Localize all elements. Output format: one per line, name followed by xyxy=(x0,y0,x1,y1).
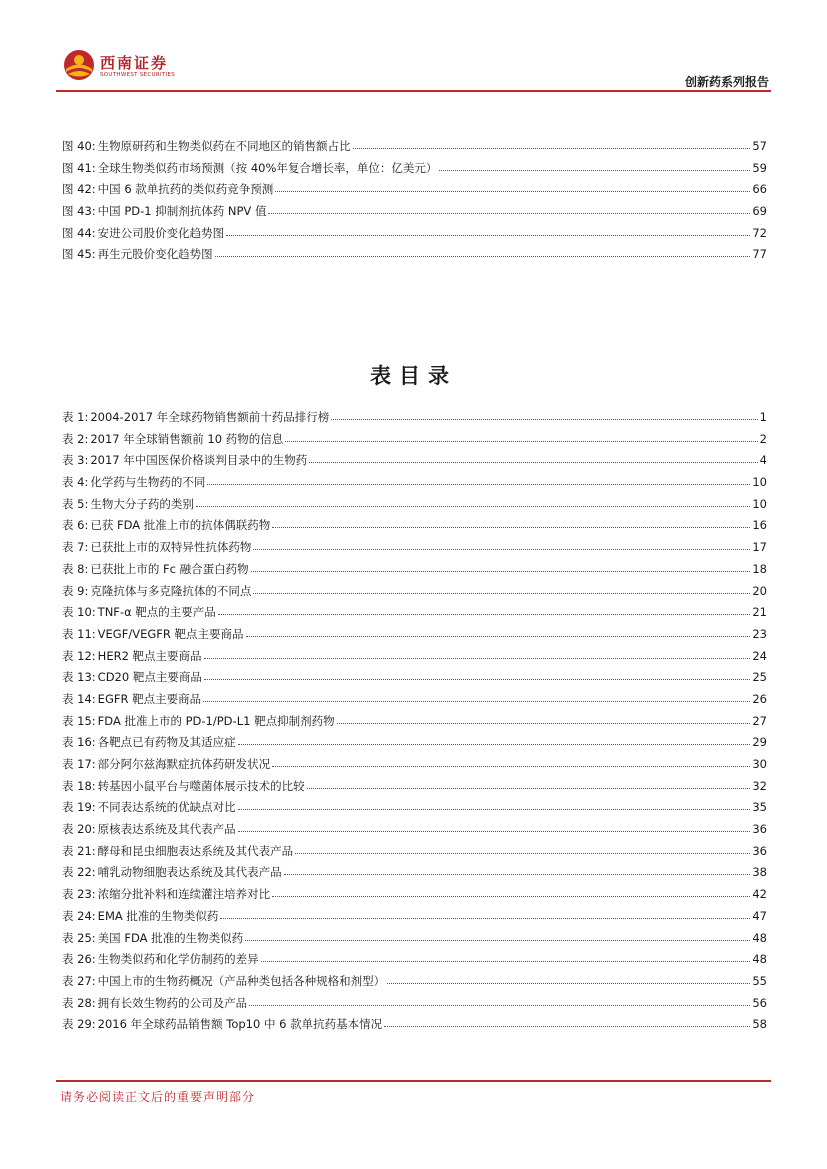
entry-label: 图 42: xyxy=(62,182,96,197)
logo-english-name: SOUTHWEST SECURITIES xyxy=(100,72,176,78)
table-entry[interactable] xyxy=(62,949,767,971)
entry-label: 图 45: xyxy=(62,247,96,262)
dot-leader xyxy=(331,418,757,420)
entry-title: FDA 批准上市的 PD-1/PD-L1 靶点抑制剂药物 xyxy=(97,713,335,728)
entry-label: 表 29: xyxy=(62,1017,96,1032)
table-entry[interactable] xyxy=(62,928,767,950)
entry-title: 中国 PD-1 抑制剂抗体药 NPV 值 xyxy=(97,204,267,219)
entry-title: 中国上市的生物药概况（产品种类包括各种规格和剂型） xyxy=(97,973,386,988)
dot-leader xyxy=(353,147,751,149)
entry-title: TNF-α 靶点的主要产品 xyxy=(97,605,216,620)
entry-page-number: 26 xyxy=(752,691,767,706)
entry-title: 化学药与生物药的不同 xyxy=(90,475,206,490)
entry-title: 哺乳动物细胞表达系统及其代表产品 xyxy=(97,865,282,880)
dot-leader xyxy=(251,570,751,572)
dot-leader xyxy=(272,765,750,767)
entry-page-number: 30 xyxy=(752,757,767,771)
dot-leader xyxy=(384,1025,750,1027)
entry-page-number: 48 xyxy=(752,930,767,945)
entry-page-number: 29 xyxy=(752,735,767,750)
entry-title: 酵母和昆虫细胞表达系统及其代表产品 xyxy=(97,843,294,858)
entry-label: 表 22: xyxy=(62,865,96,880)
figure-entry[interactable] xyxy=(62,136,767,158)
dot-leader xyxy=(272,526,750,528)
dot-leader xyxy=(215,255,751,257)
dot-leader xyxy=(238,830,751,832)
dot-leader xyxy=(253,592,750,594)
entry-page-number: 25 xyxy=(752,670,767,685)
entry-page-number: 36 xyxy=(752,843,767,858)
page-header xyxy=(56,46,771,92)
table-entry[interactable] xyxy=(62,754,767,776)
entry-page-number: 47 xyxy=(752,908,767,923)
entry-page-number: 56 xyxy=(752,995,767,1010)
dot-leader xyxy=(387,982,750,984)
entry-title: 不同表达系统的优缺点对比 xyxy=(97,800,236,815)
entry-page-number: 2 xyxy=(759,431,767,446)
entry-page-number: 48 xyxy=(752,952,767,967)
entry-label: 图 44: xyxy=(62,225,96,240)
entry-page-number: 21 xyxy=(752,605,767,620)
entry-page-number: 16 xyxy=(752,518,767,533)
dot-leader xyxy=(204,678,751,680)
figure-entry[interactable] xyxy=(62,179,767,201)
entry-label: 表 3: xyxy=(62,453,89,468)
entry-label: 表 4: xyxy=(62,475,89,490)
sun-logo-icon xyxy=(62,48,96,82)
entry-label: 表 26: xyxy=(62,952,96,967)
entry-title: EMA 批准的生物类似药 xyxy=(97,908,219,923)
entry-label: 表 27: xyxy=(62,973,96,988)
entry-label: 图 43: xyxy=(62,204,96,219)
entry-label: 表 1: xyxy=(62,410,89,424)
entry-title: 中国 6 款单抗药的类似药竞争预测 xyxy=(97,182,274,197)
entry-page-number: 32 xyxy=(752,778,767,793)
dot-leader xyxy=(196,505,751,507)
table-entry[interactable] xyxy=(62,819,767,841)
entry-title: 全球生物类似药市场预测（按 40%年复合增长率，单位：亿美元） xyxy=(97,160,438,175)
entry-title: 生物原研药和生物类似药在不同地区的销售额占比 xyxy=(97,139,351,153)
entry-page-number: 27 xyxy=(752,713,767,728)
entry-title: 拥有长效生物药的公司及产品 xyxy=(97,995,248,1010)
entry-page-number: 36 xyxy=(752,822,767,837)
tables-section-heading: 表目录 xyxy=(370,363,457,388)
entry-label: 表 16: xyxy=(62,735,96,750)
dot-leader xyxy=(309,461,757,463)
dot-leader xyxy=(337,722,751,724)
figure-entry[interactable] xyxy=(62,223,767,245)
figure-list xyxy=(62,136,767,266)
table-entry[interactable] xyxy=(62,732,767,754)
entry-label: 表 21: xyxy=(62,843,96,858)
figure-entry[interactable] xyxy=(62,201,767,223)
entry-label: 表 19: xyxy=(62,800,96,815)
disclaimer-text: 请务必阅读正文后的重要声明部分 xyxy=(60,1090,256,1104)
page-footer xyxy=(56,1080,771,1104)
table-entry[interactable] xyxy=(62,624,767,646)
entry-page-number: 10 xyxy=(752,475,767,490)
figure-entry[interactable] xyxy=(62,158,767,180)
entry-label: 表 17: xyxy=(62,757,96,771)
entry-page-number: 1 xyxy=(759,410,767,424)
entry-label: 表 20: xyxy=(62,822,96,837)
table-entry[interactable] xyxy=(62,537,767,559)
entry-title: 美国 FDA 批准的生物类似药 xyxy=(97,930,244,945)
entry-title: 部分阿尔兹海默症抗体药研发状况 xyxy=(97,757,271,771)
table-entry[interactable] xyxy=(62,797,767,819)
figure-entry[interactable] xyxy=(62,244,767,266)
table-entry[interactable] xyxy=(62,841,767,863)
dot-leader xyxy=(268,212,750,214)
table-entry[interactable] xyxy=(62,515,767,537)
dot-leader xyxy=(261,960,751,962)
entry-label: 表 15: xyxy=(62,713,96,728)
entry-page-number: 58 xyxy=(752,1017,767,1032)
dot-leader xyxy=(207,483,750,485)
table-entry[interactable] xyxy=(62,646,767,668)
entry-page-number: 69 xyxy=(752,204,767,219)
entry-page-number: 77 xyxy=(752,247,767,262)
table-entry[interactable] xyxy=(62,472,767,494)
dot-leader xyxy=(220,917,750,919)
dot-leader xyxy=(285,440,757,442)
entry-page-number: 38 xyxy=(752,865,767,880)
table-entry[interactable] xyxy=(62,689,767,711)
dot-leader xyxy=(238,808,751,810)
table-entry[interactable] xyxy=(62,559,767,581)
table-entry[interactable] xyxy=(62,581,767,603)
entry-title: 再生元股价变化趋势图 xyxy=(97,247,213,262)
entry-label: 表 28: xyxy=(62,995,96,1010)
dot-leader xyxy=(218,613,751,615)
entry-title: 2016 年全球药品销售额 Top10 中 6 款单抗药基本情况 xyxy=(97,1017,383,1032)
entry-title: 转基因小鼠平台与噬菌体展示技术的比较 xyxy=(97,778,305,793)
entry-title: 2017 年中国医保价格谈判目录中的生物药 xyxy=(90,453,308,468)
entry-label: 表 25: xyxy=(62,930,96,945)
entry-label: 表 18: xyxy=(62,778,96,793)
table-entry[interactable] xyxy=(62,971,767,993)
entry-title: 已获 FDA 批准上市的抗体偶联药物 xyxy=(90,518,271,533)
dot-leader xyxy=(238,743,751,745)
dot-leader xyxy=(272,895,750,897)
dot-leader xyxy=(249,1004,750,1006)
entry-page-number: 35 xyxy=(752,800,767,815)
entry-label: 表 13: xyxy=(62,670,96,685)
dot-leader xyxy=(275,190,750,192)
entry-label: 表 5: xyxy=(62,496,89,511)
table-entry[interactable] xyxy=(62,429,767,451)
entry-page-number: 4 xyxy=(759,453,767,468)
entry-title: 生物大分子药的类别 xyxy=(90,496,194,511)
table-entry[interactable] xyxy=(62,711,767,733)
entry-title: CD20 靶点主要商品 xyxy=(97,670,202,685)
entry-title: 2004-2017 年全球药物销售额前十药品排行榜 xyxy=(90,410,330,424)
table-entry[interactable] xyxy=(62,450,767,472)
entry-page-number: 18 xyxy=(752,561,767,576)
table-entry[interactable] xyxy=(62,993,767,1015)
logo-chinese-name: 西南证券 xyxy=(100,54,169,72)
entry-title: 生物类似药和化学仿制药的差异 xyxy=(97,952,259,967)
entry-label: 表 6: xyxy=(62,518,89,533)
entry-page-number: 20 xyxy=(752,583,767,598)
entry-title: 2017 年全球销售额前 10 药物的信息 xyxy=(90,431,284,446)
entry-label: 表 7: xyxy=(62,540,89,555)
entry-title: 克隆抗体与多克隆抗体的不同点 xyxy=(90,583,252,598)
entry-label: 表 12: xyxy=(62,648,96,663)
entry-label: 表 11: xyxy=(62,626,96,641)
entry-title: 安进公司股价变化趋势图 xyxy=(97,225,225,240)
dot-leader xyxy=(246,635,751,637)
entry-page-number: 57 xyxy=(752,139,767,153)
entry-label: 表 2: xyxy=(62,431,89,446)
company-logo xyxy=(62,48,192,86)
table-entry[interactable] xyxy=(62,407,767,429)
table-entry[interactable] xyxy=(62,884,767,906)
dot-leader xyxy=(245,939,750,941)
table-entry[interactable] xyxy=(62,602,767,624)
table-entry[interactable] xyxy=(62,906,767,928)
entry-label: 表 9: xyxy=(62,583,89,598)
entry-label: 图 41: xyxy=(62,160,96,175)
entry-label: 表 14: xyxy=(62,691,96,706)
table-entry[interactable] xyxy=(62,1014,767,1036)
entry-title: 各靶点已有药物及其适应症 xyxy=(97,735,236,750)
dot-leader xyxy=(203,700,750,702)
table-entry[interactable] xyxy=(62,862,767,884)
entry-title: VEGF/VEGFR 靶点主要商品 xyxy=(97,626,244,641)
dot-leader xyxy=(204,657,751,659)
entry-page-number: 42 xyxy=(752,887,767,902)
entry-page-number: 59 xyxy=(752,160,767,175)
entry-title: 原核表达系统及其代表产品 xyxy=(97,822,236,837)
entry-page-number: 24 xyxy=(752,648,767,663)
dot-leader xyxy=(253,548,750,550)
report-series-title: 创新药系列报告 xyxy=(684,75,769,89)
entry-page-number: 10 xyxy=(752,496,767,511)
entry-title: 已获批上市的 Fc 融合蛋白药物 xyxy=(90,561,249,576)
dot-leader xyxy=(226,234,750,236)
entry-title: EGFR 靶点主要商品 xyxy=(97,691,202,706)
entry-title: HER2 靶点主要商品 xyxy=(97,648,202,663)
dot-leader xyxy=(307,787,751,789)
entry-page-number: 66 xyxy=(752,182,767,197)
entry-title: 浓缩分批补料和连续灌注培养对比 xyxy=(97,887,271,902)
table-entry[interactable] xyxy=(62,494,767,516)
entry-page-number: 72 xyxy=(752,225,767,240)
dot-leader xyxy=(439,169,750,171)
dot-leader xyxy=(284,873,751,875)
entry-title: 已获批上市的双特异性抗体药物 xyxy=(90,540,252,555)
dot-leader xyxy=(295,852,750,854)
table-entry[interactable] xyxy=(62,667,767,689)
entry-page-number: 55 xyxy=(752,973,767,988)
entry-label: 表 23: xyxy=(62,887,96,902)
entry-label: 表 24: xyxy=(62,908,96,923)
entry-label: 图 40: xyxy=(62,139,96,153)
entry-label: 表 10: xyxy=(62,605,96,620)
entry-page-number: 23 xyxy=(752,626,767,641)
entry-page-number: 17 xyxy=(752,540,767,555)
entry-label: 表 8: xyxy=(62,561,89,576)
table-entry[interactable] xyxy=(62,776,767,798)
table-list xyxy=(62,407,767,1036)
